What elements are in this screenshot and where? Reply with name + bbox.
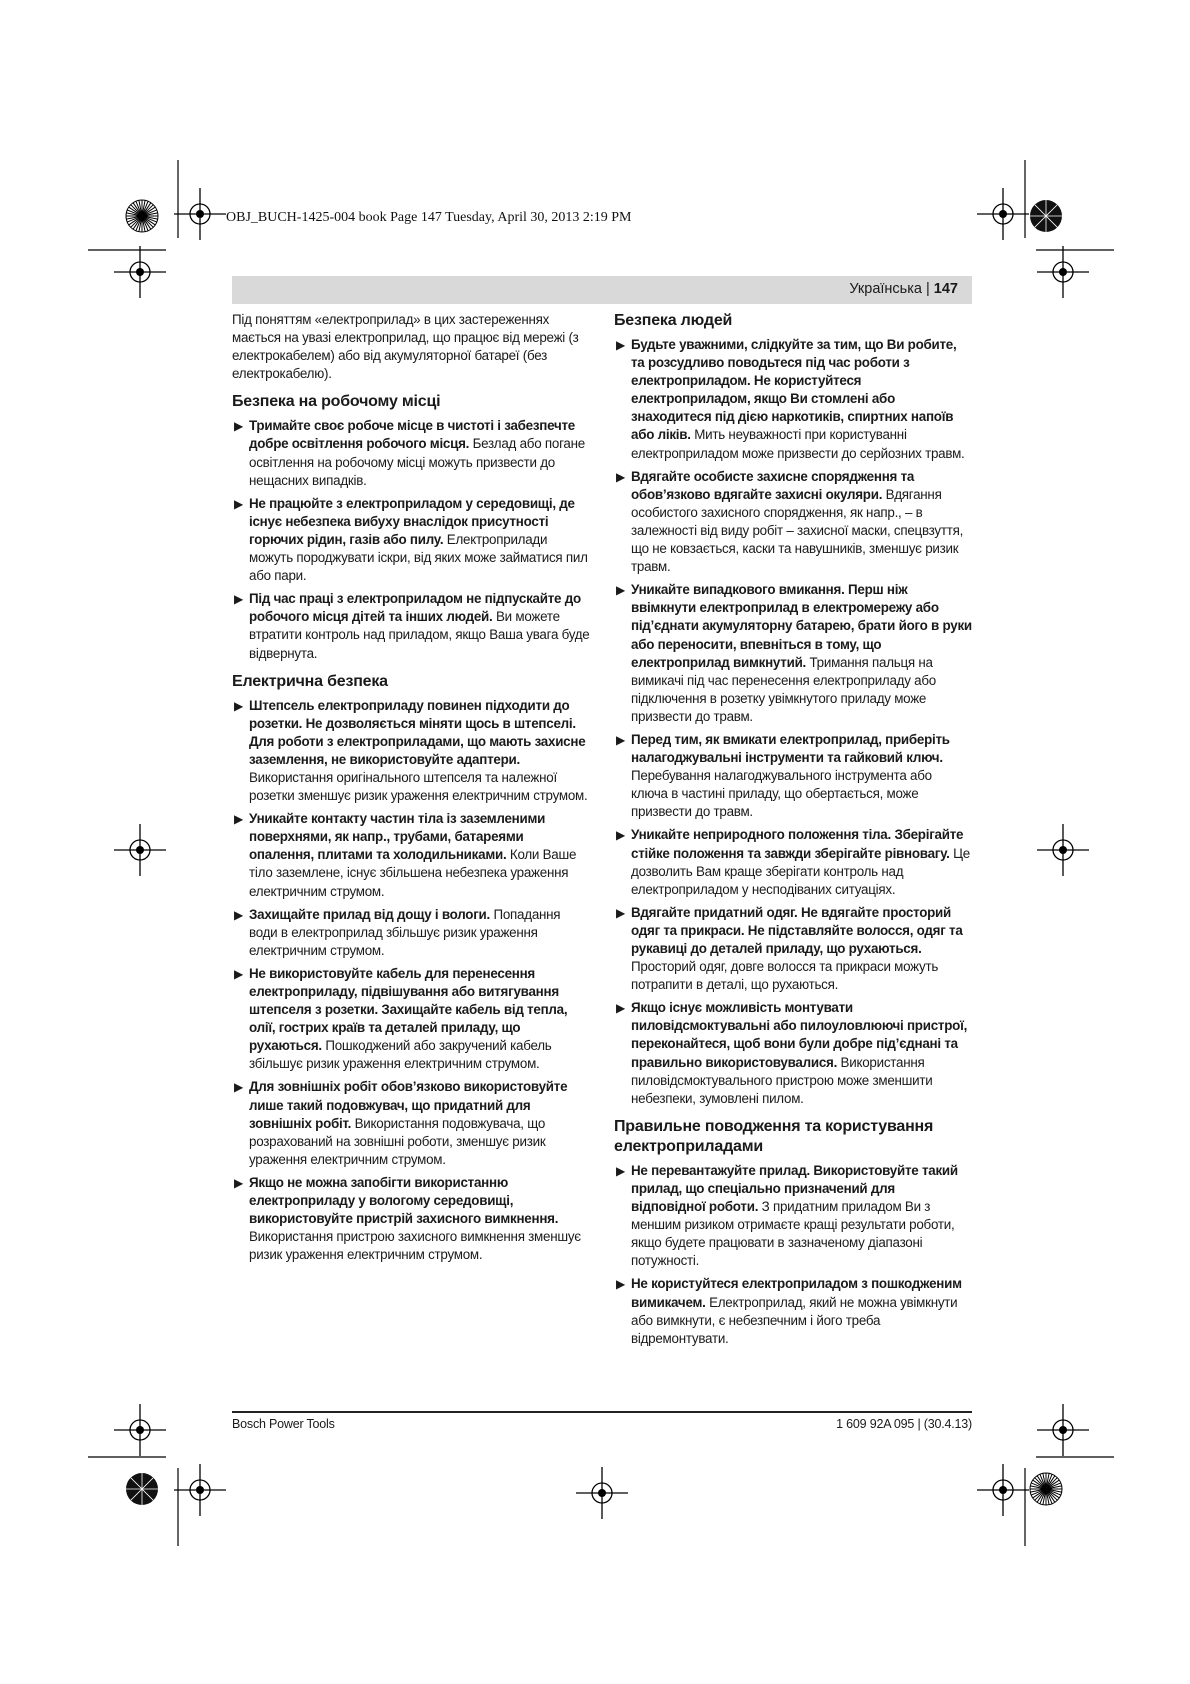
section-heading: Безпека людей — [614, 312, 733, 329]
item-bold-text: Уникайте неприродного положення тіла. Зберігайте стійке положення та завжди зберігайте рівновагу. — [631, 827, 964, 861]
item-bold-text: Якщо не можна запобігти використанню електроприладу у вологому середовищі, використовуйте пристрій захисного вимкнення. — [249, 1174, 559, 1227]
footer-rule — [232, 1411, 972, 1413]
item-text: Вдягання особистого захисного спорядження, як напр., – в залежності від виду робіт – захисної маски, спецвзуття, що не ковзається, каски та навушників, зменшує ризик травм. — [631, 486, 964, 575]
footer-doc-number: 1 609 92A 095 | (30.4.13) — [836, 1417, 972, 1431]
section-heading: Безпека на робочому місці — [232, 393, 441, 411]
page-number: 147 — [933, 281, 958, 297]
section-heading: Електрична безпека — [232, 672, 388, 690]
triangle-right-icon: ▶ — [616, 905, 625, 920]
item-bold-text: Для зовнішніх робіт обов’язково використовуйте лише такий подовжувач, що придатний для зовнішніх робіт. — [249, 1079, 568, 1131]
footer-brand: Bosch Power Tools — [232, 1417, 335, 1431]
list-item — [232, 965, 590, 1074]
triangle-right-icon: ▶ — [616, 1163, 625, 1178]
list-item — [232, 906, 590, 960]
left-column — [232, 311, 590, 1269]
item-bold-text: Вдягайте придатний одяг. Не вдягайте просторий одяг та прикраси. Не підставляйте волосся, одяг та рукавиці до деталей приладу, що рухаються. — [631, 904, 963, 956]
triangle-right-icon: ▶ — [234, 419, 243, 434]
item-text: Ви можете втратити контроль над приладом, якщо Ваша увага буде відвернута. — [249, 609, 590, 661]
list-item — [614, 826, 972, 898]
item-bold-text: Не перевантажуйте прилад. Використовуйте такий прилад, що спеціально призначений для відповідної роботи. — [631, 1162, 958, 1215]
item-text: Використання подовжувача, що розрахований на зовнішні роботи, зменшує ризик ураження електричним струмом. — [249, 1115, 546, 1167]
item-text: Мить неуважності при користуванні електроприладом може призвести до серйозних травм. — [631, 427, 965, 461]
item-text: Коли Ваше тіло заземлене, існує збільшена небезпека ураження електричним струмом. — [249, 847, 577, 899]
list-item — [232, 1078, 590, 1168]
triangle-right-icon: ▶ — [234, 592, 243, 607]
safety-list — [232, 417, 590, 662]
list-item — [614, 1275, 972, 1347]
item-text: З придатним приладом Ви з меншим ризиком отримаєте кращі результати роботи, якщо будете працювати в зазначеному діапазоні потужності. — [631, 1199, 955, 1269]
item-text: Тримання пальця на вимикачі під час перенесення електроприладу або підключення в розетку увімкнутого приладу може призвести до травм. — [631, 654, 936, 724]
triangle-right-icon: ▶ — [616, 828, 625, 843]
list-item — [232, 417, 590, 489]
list-item — [614, 468, 972, 577]
item-text: Це дозволить Вам краще зберігати контроль над електроприладом у несподіваних ситуаціях. — [631, 845, 970, 897]
item-bold-text: Штепсель електроприладу повинен підходити до розетки. Не дозволяється міняти щось в штепселі. Для роботи з електроприладами, що мають захисне заземлення, не використовуйте адаптери. — [249, 697, 586, 767]
print-job-info: OBJ_BUCH-1425-004 book Page 147 Tuesday, April 30, 2013 2:19 PM — [226, 210, 632, 225]
list-item — [232, 697, 590, 806]
safety-list — [614, 336, 972, 1108]
item-bold-text: Не користуйтеся електроприладом з пошкодженим вимикачем. — [631, 1276, 962, 1310]
item-bold-text: Захищайте прилад від дощу і вологи. — [249, 906, 491, 922]
item-text: Електроприлад, який не можна увімкнути або вимкнути, є небезпечним і його треба відремонтувати. — [631, 1294, 958, 1346]
triangle-right-icon: ▶ — [234, 1080, 243, 1095]
item-bold-text: Під час праці з електроприладом не підпускайте до робочого місця дітей та інших людей. — [249, 591, 581, 625]
item-bold-text: Вдягайте особисте захисне спорядження та обов’язково вдягайте захисні окуляри. — [631, 468, 915, 502]
list-item — [614, 1162, 972, 1271]
intro-paragraph: Під поняттям «електроприлад» в цих застереженнях мається на увазі електроприлад, що працює від мережі (з електрокабелем) або від акумуляторної батареї (без електрокабелю). — [232, 312, 579, 382]
safety-list — [614, 1162, 972, 1348]
triangle-right-icon: ▶ — [616, 338, 625, 352]
list-item — [232, 495, 590, 585]
item-bold-text: Якщо існує можливість монтувати пиловідсмоктувальні або пилоуловлюючі пристрої, переконайтеся, щоб вони були добре під’єднані та правильно використовувалися. — [631, 1000, 968, 1070]
triangle-right-icon: ▶ — [234, 966, 243, 981]
list-item — [232, 1174, 590, 1264]
header-separator: | — [921, 281, 934, 297]
triangle-right-icon: ▶ — [234, 496, 243, 511]
safety-list — [232, 697, 590, 1265]
triangle-right-icon: ▶ — [616, 583, 625, 598]
triangle-right-icon: ▶ — [616, 1001, 625, 1016]
right-column — [614, 311, 972, 1353]
item-bold-text: Не працюйте з електроприладом у середовищі, де існує небезпека вибуху внаслідок присутності горючих рідин, газів або пилу. — [249, 495, 575, 547]
item-bold-text: Уникайте випадкового вмикання. Перш ніж ввімкнути електроприлад в електромережу або під’єднати акумуляторну батарею, брати його в руки або переносити, впевніться в тому, що електроприлад вимкнутий. — [631, 582, 972, 670]
triangle-right-icon: ▶ — [616, 469, 625, 484]
triangle-right-icon: ▶ — [616, 1277, 625, 1292]
item-text: Використання пиловідсмоктувального пристрою може зменшити небезпеки, зумовлені пилом. — [631, 1054, 933, 1106]
triangle-right-icon: ▶ — [234, 812, 243, 827]
item-bold-text: Будьте уважними, слідкуйте за тим, що Ви робите, та розсудливо поводьтеся під час роботи з електроприладом. Не користуйтеся електроприладом, якщо Ви стомлені або знаходитеся під дією наркотиків, спиртних напоїв або ліків. — [631, 337, 957, 443]
item-text: Попадання води в електроприлад збільшує ризик ураження електричним струмом. — [249, 906, 561, 958]
item-text: Електроприлади можуть породжувати іскри, від яких може займатися пил або пари. — [249, 531, 588, 584]
item-bold-text: Перед тим, як вмикати електроприлад, приберіть налагоджувальні інструменти та гайковий ключ. — [631, 731, 950, 766]
list-item — [614, 336, 972, 463]
item-text: Використання пристрою захисного вимкнення зменшує ризик ураження електричним струмом. — [249, 1229, 581, 1263]
triangle-right-icon: ▶ — [616, 732, 625, 747]
section-heading: Правильне поводження та користування електроприладами — [614, 1117, 934, 1155]
list-item — [614, 904, 972, 994]
header-language: Українська — [849, 281, 922, 297]
list-item — [614, 581, 972, 726]
list-item — [232, 590, 590, 662]
item-text: Пошкоджений або закручений кабель збільшує ризик ураження електричним струмом. — [249, 1038, 552, 1072]
item-text: Перебування налагоджувального інструмента або ключа в частині приладу, що обертається, може призвести до травм. — [631, 768, 932, 820]
item-text: Використання оригінального штепселя та належної розетки зменшує ризик ураження електричним струмом. — [249, 769, 588, 804]
triangle-right-icon: ▶ — [234, 1175, 243, 1190]
triangle-right-icon: ▶ — [234, 907, 243, 922]
item-bold-text: Не використовуйте кабель для перенесення електроприладу, підвішування або витягування штепселя з розетки. Захищайте кабель від тепла, олії, гострих країв та деталей приладу, що рухаються. — [249, 965, 568, 1054]
item-text: Просторий одяг, довге волосся та прикраси можуть потрапити в деталі, що рухаються. — [631, 959, 939, 993]
item-bold-text: Тримайте своє робоче місце в чистоті і забезпечте добре освітлення робочого місця. — [249, 418, 576, 452]
list-item — [232, 810, 590, 900]
triangle-right-icon: ▶ — [234, 698, 243, 713]
list-item — [614, 999, 972, 1108]
page-header — [849, 281, 958, 297]
item-bold-text: Уникайте контакту частин тіла із заземленими поверхнями, як напр., трубами, батареями опалення, плитами та холодильниками. — [249, 811, 546, 863]
page-header-bar — [232, 276, 972, 304]
list-item — [614, 731, 972, 821]
item-text: Безлад або погане освітлення на робочому місці можуть призвести до нещасних випадків. — [249, 436, 585, 488]
